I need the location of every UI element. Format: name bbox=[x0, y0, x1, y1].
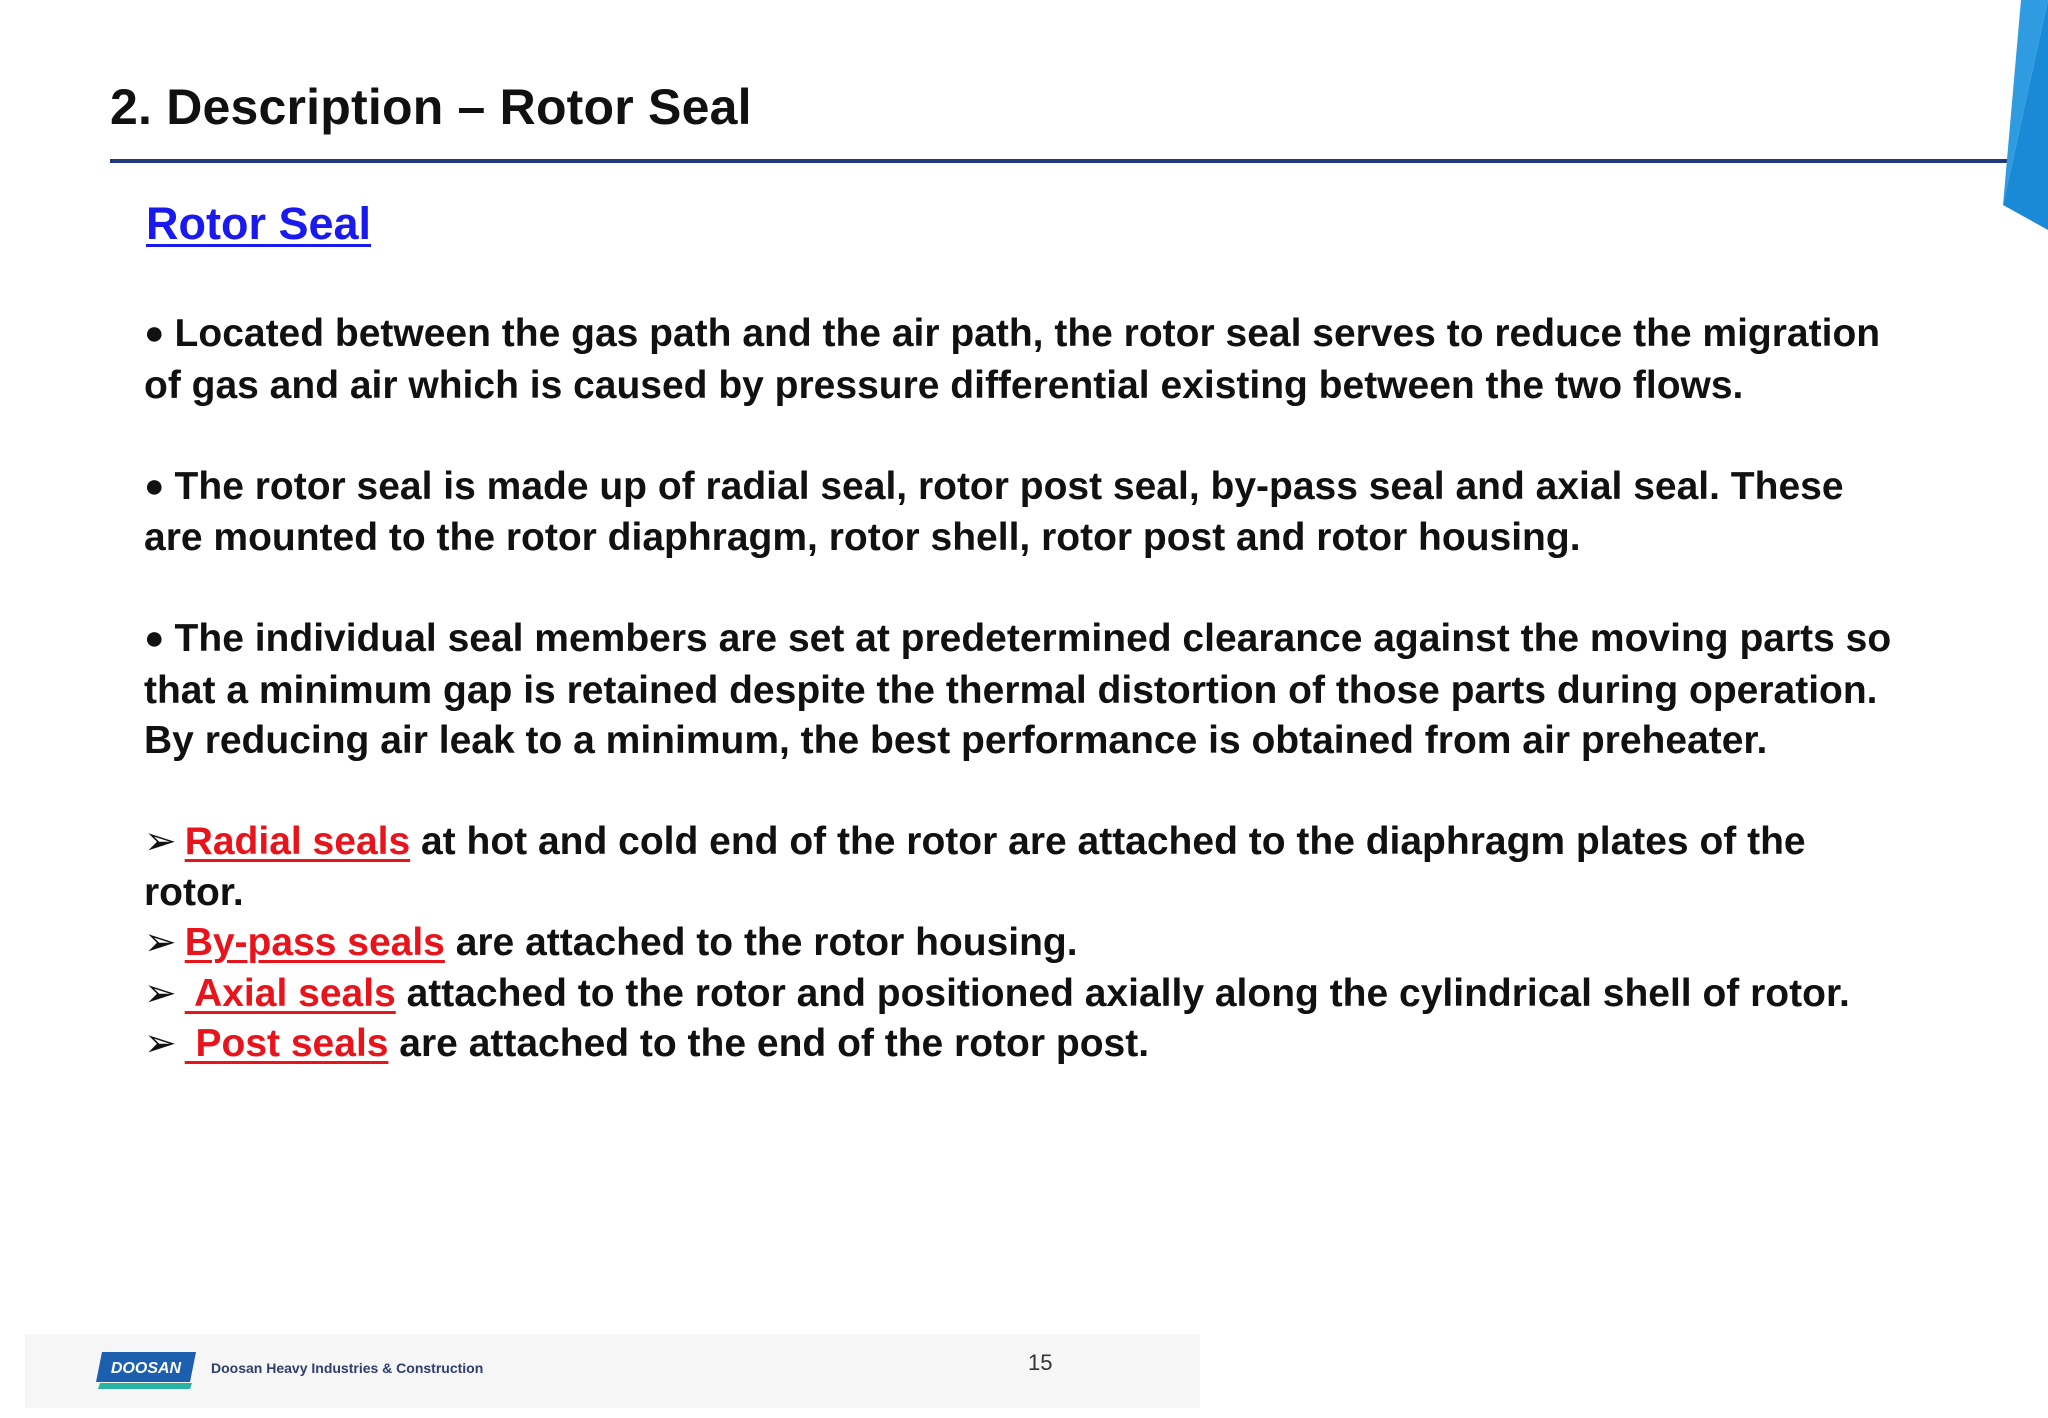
arrow-bullet-icon: ➢ bbox=[144, 921, 177, 964]
seal-description: attached to the rotor and positioned axially along the cylindrical shell of rotor. bbox=[395, 971, 1850, 1015]
slide-title: 2. Description – Rotor Seal bbox=[110, 79, 752, 135]
title-divider bbox=[110, 159, 2010, 163]
arrow-bullet-icon: ➢ bbox=[144, 820, 177, 863]
corner-accent-shape bbox=[1973, 0, 2048, 240]
doosan-logo bbox=[96, 1352, 196, 1389]
arrow-bullet-icon: ➢ bbox=[144, 971, 177, 1015]
seal-name: Axial seals bbox=[184, 971, 396, 1015]
bullet-dot-icon: ● bbox=[144, 619, 165, 657]
company-name: Doosan Heavy Industries & Construction bbox=[211, 1360, 484, 1376]
seal-item-bypass bbox=[144, 918, 1904, 969]
section-heading: Rotor Seal bbox=[146, 198, 372, 249]
seal-item-radial bbox=[144, 817, 1904, 918]
logo-text: DOOSAN bbox=[110, 1360, 182, 1377]
seal-type-list bbox=[144, 817, 1904, 1070]
seal-description: are attached to the rotor housing. bbox=[444, 921, 1078, 964]
paragraph-gas-air-path bbox=[144, 309, 1904, 411]
seal-item-post bbox=[144, 1019, 1904, 1070]
paragraph-text: The individual seal members are set at predetermined clearance against the moving parts so that a minimum gap is retained despite the thermal distortion of those parts during operation. By reducing air leak to a minimum, the best performance is obtained from air preheater. bbox=[144, 617, 1892, 762]
seal-description: at hot and cold end of the rotor are attached to the diaphragm plates of the rotor. bbox=[144, 820, 1806, 914]
seal-name: Post seals bbox=[184, 1022, 389, 1065]
seal-description: are attached to the end of the rotor post. bbox=[388, 1022, 1150, 1065]
bullet-dot-icon: ● bbox=[144, 314, 165, 352]
arrow-bullet-icon: ➢ bbox=[144, 1022, 177, 1065]
seal-name: By-pass seals bbox=[184, 921, 445, 964]
seal-name: Radial seals bbox=[184, 820, 411, 863]
bullet-dot-icon: ● bbox=[144, 466, 165, 505]
content-body bbox=[144, 309, 1904, 1070]
seal-item-axial bbox=[144, 969, 1904, 1020]
paragraph-seal-clearance bbox=[144, 614, 1904, 767]
paragraph-seal-composition bbox=[144, 462, 1904, 564]
paragraph-text: Located between the gas path and the air path, the rotor seal serves to reduce the migration of gas and air which is caused by pressure differential existing between the two flows. bbox=[144, 312, 1881, 407]
page-number: 15 bbox=[1028, 1350, 1053, 1375]
paragraph-text: The rotor seal is made up of radial seal, rotor post seal, by-pass seal and axial seal. These are mounted to the rotor diaphragm, rotor shell, rotor post and rotor housing. bbox=[144, 464, 1844, 559]
footer-band bbox=[25, 1334, 1200, 1408]
